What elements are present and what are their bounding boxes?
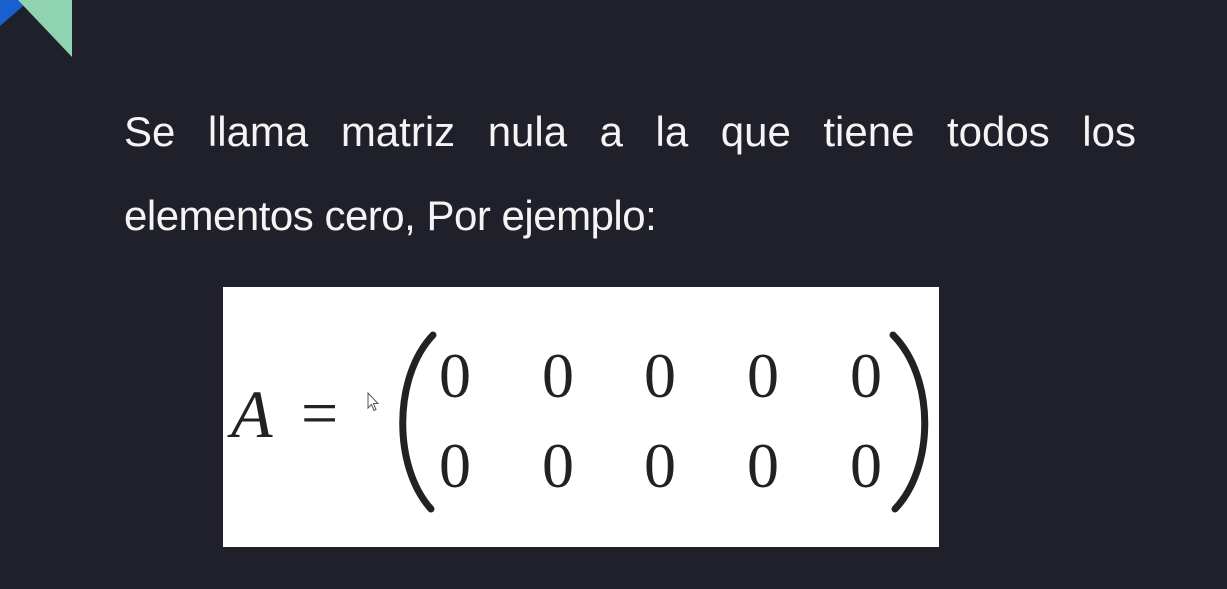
equals-sign: = [301, 377, 339, 450]
matrix-cell: 0 [850, 430, 882, 501]
matrix-cell: 0 [747, 430, 779, 501]
matrix-cell: 0 [439, 430, 471, 501]
right-parenthesis [893, 335, 925, 509]
matrix-cell: 0 [439, 340, 471, 411]
left-parenthesis [403, 335, 433, 509]
word: que [720, 108, 791, 155]
matrix-cell: 0 [542, 340, 574, 411]
word: la [655, 108, 689, 155]
mouse-cursor-icon [367, 392, 379, 412]
word: Se [124, 108, 176, 155]
matrix-cell: 0 [542, 430, 574, 501]
matrix-cell: 0 [747, 340, 779, 411]
matrix-image [223, 287, 939, 547]
corner-decoration [0, 0, 80, 60]
matrix-cell: 0 [644, 430, 676, 501]
matrix-cell: 0 [850, 340, 882, 411]
word: todos [946, 108, 1050, 155]
matrix-equation [223, 287, 939, 547]
word: tiene [823, 108, 915, 155]
word: llama [207, 108, 309, 155]
word: a [599, 108, 623, 155]
matrix-variable: A [231, 376, 273, 452]
corner-green-shape [18, 0, 72, 57]
text-line-2: elementos cero, Por ejemplo: [124, 192, 657, 239]
text-line-1 [124, 90, 1136, 174]
matrix-cells [439, 340, 882, 501]
word: los [1082, 108, 1136, 155]
word: nula [487, 108, 568, 155]
word: matriz [340, 108, 456, 155]
slide-body-text [124, 90, 1136, 258]
matrix-cell: 0 [644, 340, 676, 411]
